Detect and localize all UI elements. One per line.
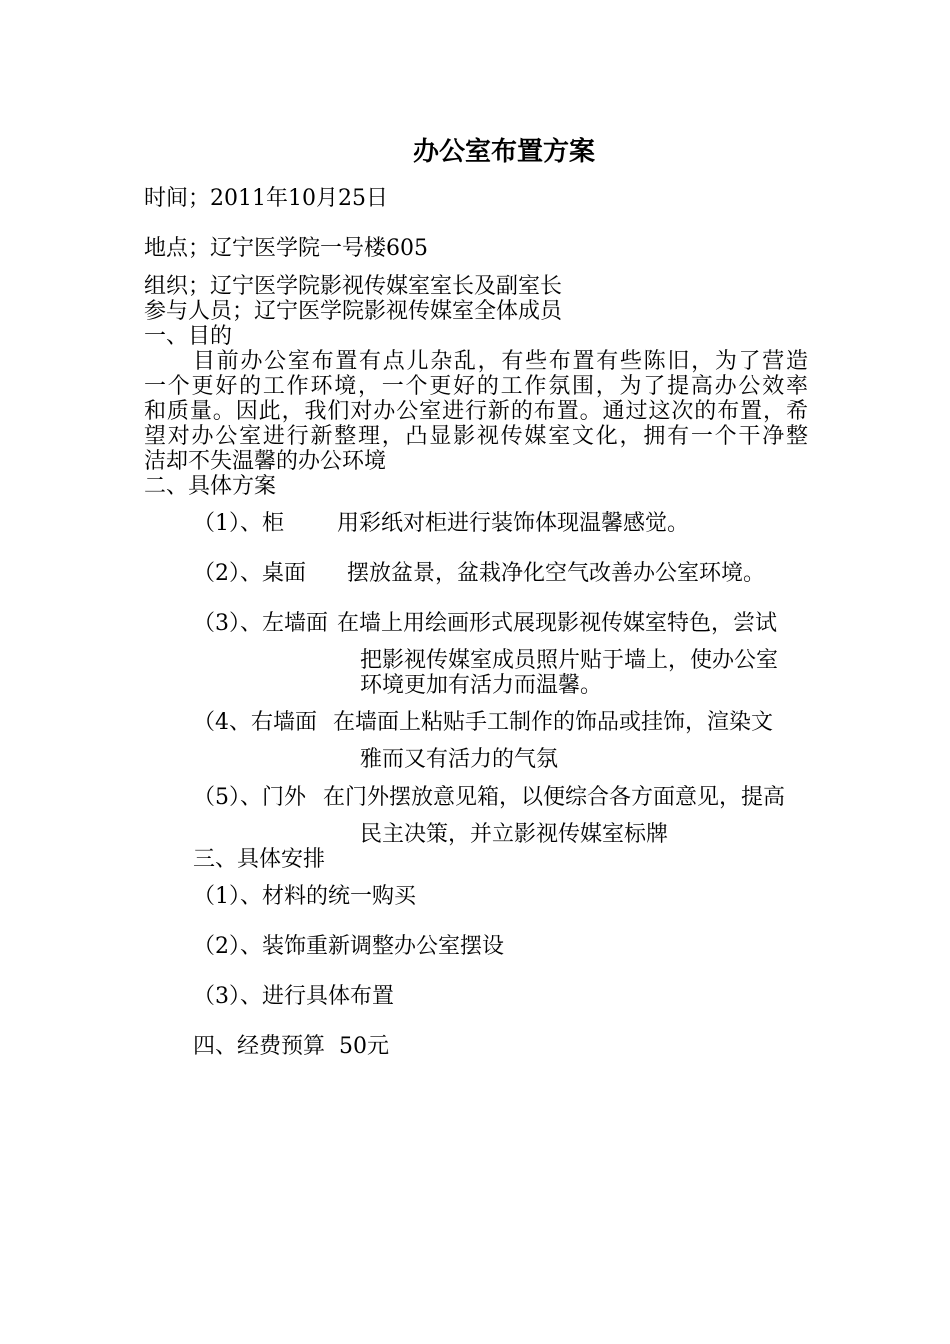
plan-item-3-text: 在墙上用绘画形式展现影视传媒室特色，尝试 <box>337 611 778 636</box>
plan-item-1-label: （1）、柜 <box>193 511 284 536</box>
section-heading-plan: 二、具体方案 <box>144 474 277 499</box>
purpose-line-3: 和质量。因此，我们对办公室进行新的布置。通过这次的布置，希 <box>144 399 808 424</box>
section-heading-arrangement: 三、具体安排 <box>193 847 326 872</box>
section-heading-purpose: 一、目的 <box>144 324 233 349</box>
plan-item-5-text: 在门外摆放意见箱，以便综合各方面意见，提高 <box>323 785 786 810</box>
plan-item-3-cont-1: 把影视传媒室成员照片贴于墙上，使办公室 <box>360 648 779 673</box>
plan-item-3-cont-2: 环境更加有活力而温馨。 <box>360 673 603 698</box>
plan-item-2-label: （2）、桌面 <box>193 561 306 586</box>
arrangement-item-1: （1）、材料的统一购买 <box>193 884 416 909</box>
plan-item-4-text: 在墙面上粘贴手工制作的饰品或挂饰，渲染文 <box>333 710 774 735</box>
plan-item-1-text: 用彩纸对柜进行装饰体现温馨感觉。 <box>337 511 690 536</box>
purpose-line-4: 望对办公室进行新整理，凸显影视传媒室文化，拥有一个干净整 <box>144 424 808 449</box>
section-heading-budget: 四、经费预算 50元 <box>193 1034 389 1059</box>
purpose-line-2: 一个更好的工作环境，一个更好的工作氛围，为了提高办公效率 <box>144 374 808 399</box>
plan-item-5-cont-1: 民主决策，并立影视传媒室标牌 <box>360 822 669 847</box>
arrangement-item-3: （3）、进行具体布置 <box>193 984 394 1009</box>
purpose-line-5: 洁却不失温馨的办公环境 <box>144 449 387 474</box>
participants-line: 参与人员；辽宁医学院影视传媒室全体成员 <box>144 299 563 324</box>
document-title: 办公室布置方案 <box>412 137 595 167</box>
time-line: 时间；2011年10月25日 <box>144 186 388 211</box>
arrangement-item-2: （2）、装饰重新调整办公室摆设 <box>193 934 504 959</box>
organizer-line: 组织；辽宁医学院影视传媒室室长及副室长 <box>144 274 563 299</box>
plan-item-4-label: （4、右墙面 <box>193 710 317 735</box>
plan-item-5-label: （5）、门外 <box>193 785 306 810</box>
plan-item-3-label: （3）、左墙面 <box>193 611 328 636</box>
plan-item-4-cont-1: 雅而又有活力的气氛 <box>360 747 559 772</box>
plan-item-2-text: 摆放盆景，盆栽净化空气改善办公室环境。 <box>347 561 766 586</box>
purpose-line-1: 目前办公室布置有点儿杂乱，有些布置有些陈旧，为了营造 <box>193 349 808 374</box>
location-line: 地点；辽宁医学院一号楼605 <box>144 236 428 261</box>
